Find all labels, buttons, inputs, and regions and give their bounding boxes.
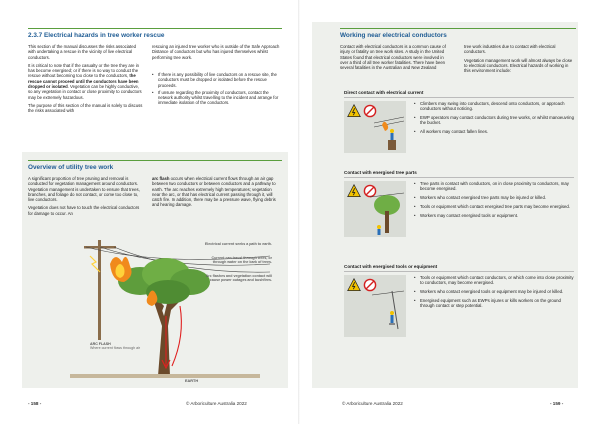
- diagram-label-power-outages: Arc flashes and vegetation contact will cause power outages and bushfires.: [205, 274, 272, 283]
- hazard-image-direct-contact: [344, 101, 406, 153]
- electrical-warning-icon: [347, 184, 361, 198]
- section2-col2: arc flash occurs when electrical current flows through an air gap between two conductors or between conductors and a pathway to earth. The arc reaches extremely high temperatures; vegetation near the arc, or that has electrical current passing through it, will catch fire. In addition, there may be a pressure wave, flying debris and hearing damage.: [152, 176, 276, 208]
- intro-para3: Vegetation management work will almost always be close to electrical conductors. Electrical hazards of working in this environment include:: [464, 57, 573, 74]
- footer-copyright-right: © Arboriculture Australia 2022: [342, 401, 403, 406]
- hazard-items-direct-contact: [414, 101, 574, 138]
- hazard-title-energised-tree-parts: Contact with energised tree parts: [344, 170, 417, 175]
- energised-tools-illustration: [372, 287, 404, 335]
- electrical-warning-icon: [347, 104, 361, 118]
- arc-flash-label: [90, 342, 150, 351]
- diagram-label-seeks-path: Electrical current seeks a path to earth.: [204, 242, 272, 246]
- hazard-divider: [344, 271, 574, 272]
- hazard-items-energised-tree: [414, 181, 574, 221]
- hazard-title-direct-contact: Direct contact with electrical current: [344, 90, 424, 95]
- right-page: [300, 0, 600, 424]
- arc-flash-subtitle: Where current flows through air: [90, 346, 141, 351]
- hazard-image-energised-tree: [344, 181, 406, 237]
- list-item: • Tools or equipment which contact conductors, or which come into close proximity to conductors, may become energised.: [414, 275, 574, 286]
- section1-para3: The purpose of this section of the manual is solely to discuss the risks associated with: [28, 102, 143, 114]
- hazard-title-energised-tools: Contact with energised tools or equipment: [344, 264, 438, 269]
- section-heading-utility-tree-work: Overview of utility tree work: [28, 160, 282, 174]
- section1-para2: It is critical to note that if the casualty or the tree they are in has become energised; or if there is no way to conduct the rescue without becoming too close to the conductors, the rescue cannot proceed until the conductors have been dropped or isolated. Vegetation can be highly conductive, so any vegetation in contact or close proximity to conductors may be extremely hazardous.: [28, 62, 142, 100]
- hazard-items-energised-tools: [414, 275, 574, 312]
- hazard-image-energised-tools: [344, 275, 406, 337]
- list-item: • If there is any possibility of live conductors on a rescue site, the conductors must be dropped or isolated before the rescue proceeds.: [152, 72, 280, 88]
- climber-near-lines-illustration: [374, 113, 404, 151]
- list-item: • Workers who contact energised tree parts may be injured or killed.: [414, 195, 574, 200]
- list-item: • Workers who contact energised tools or equipment may be injured or killed.: [414, 289, 574, 294]
- critical-note: the rescue cannot proceed until the conductors have been dropped or isolated: [28, 73, 139, 90]
- list-item: • All workers may contact fallen lines.: [414, 129, 574, 134]
- page-number-left: - 158 -: [28, 401, 42, 406]
- section1-column2: [152, 44, 280, 63]
- list-item: • EWP operators may contact conductors during tree works, or whilst manoeuvring the bucket.: [414, 115, 574, 126]
- tree: [118, 258, 210, 376]
- diagram-label-current-travel: Current can travel through trees, or through water on the bark of trees.: [211, 256, 272, 265]
- electrical-warning-icon: [347, 278, 361, 292]
- energised-tree-illustration: [370, 191, 404, 235]
- arc-flash-term: arc flash: [152, 176, 170, 181]
- section-heading-electrical-hazards: 2.3.7 Electrical hazards in tree worker rescue: [28, 28, 282, 42]
- intro-column1: [340, 44, 452, 73]
- list-item: • Workers may contact energised tools or equipment.: [414, 213, 574, 218]
- section2-para2: Vegetation does not have to touch the electrical conductors for damage to occur. An: [28, 205, 140, 216]
- section1-para1: This section of the manual discusses the risks associated with undertaking a rescue in the vicinity of live electrical conductors.: [28, 44, 136, 60]
- section2-para1: A significant proportion of tree pruning and removal is conducted for vegetation management around conductors. Vegetation management is undertaken to ensure that trees, branches, and foliage do not contact, or come too close to, live conductors.: [28, 176, 140, 203]
- power-pole-left: [84, 240, 116, 340]
- section1-column1: [28, 44, 144, 117]
- list-item: • Climbers may swing into conductors, descend onto conductors, or approach conductors without noticing.: [414, 101, 574, 112]
- hazard-divider: [344, 177, 574, 178]
- page-number-right: - 159 -: [550, 401, 564, 406]
- intro-para1: Contact with electrical conductors is a common cause of injury or fatality on tree work sites. A study in the United States found that electrical conductors were involved in over a third of all tree worker fatalities. There have been several fatalities in the Australian and New Zealand: [340, 44, 446, 71]
- hazard-divider: [344, 97, 574, 98]
- arc-flash-title: ARC FLASH: [90, 342, 111, 346]
- section2-column1: [28, 176, 144, 219]
- intro-para2: tree work industries due to contact with electrical conductors.: [464, 44, 556, 55]
- list-item: • Energised equipment such as EWPs injures or kills workers on the ground through contact or step potential.: [414, 298, 574, 309]
- intro-column2: [464, 44, 576, 76]
- list-item: • If unsure regarding the proximity of conductors, contact the network authority whilst travelling to the incident and arrange for immediate isolation of the conductors.: [152, 90, 280, 106]
- section1-bullets: [152, 72, 280, 108]
- section1-col2-intro: rescuing an injured tree worker who is outside of the Safe Approach Distance of conductors but who has injured themselves whilst performing tree work.: [152, 44, 280, 60]
- list-item: • Tools or equipment which contact energised tree parts may become energised.: [414, 204, 574, 209]
- footer-copyright-left: © Arboriculture Australia 2022: [186, 401, 247, 406]
- list-item: • Tree parts in contact with conductors, on in close proximity to conductors, may become energised.: [414, 181, 574, 192]
- ground: [70, 374, 260, 378]
- section2-column2: [152, 176, 280, 211]
- earth-label: EARTH: [185, 379, 199, 383]
- section-heading-working-near-conductors: Working near electrical conductors: [340, 28, 576, 42]
